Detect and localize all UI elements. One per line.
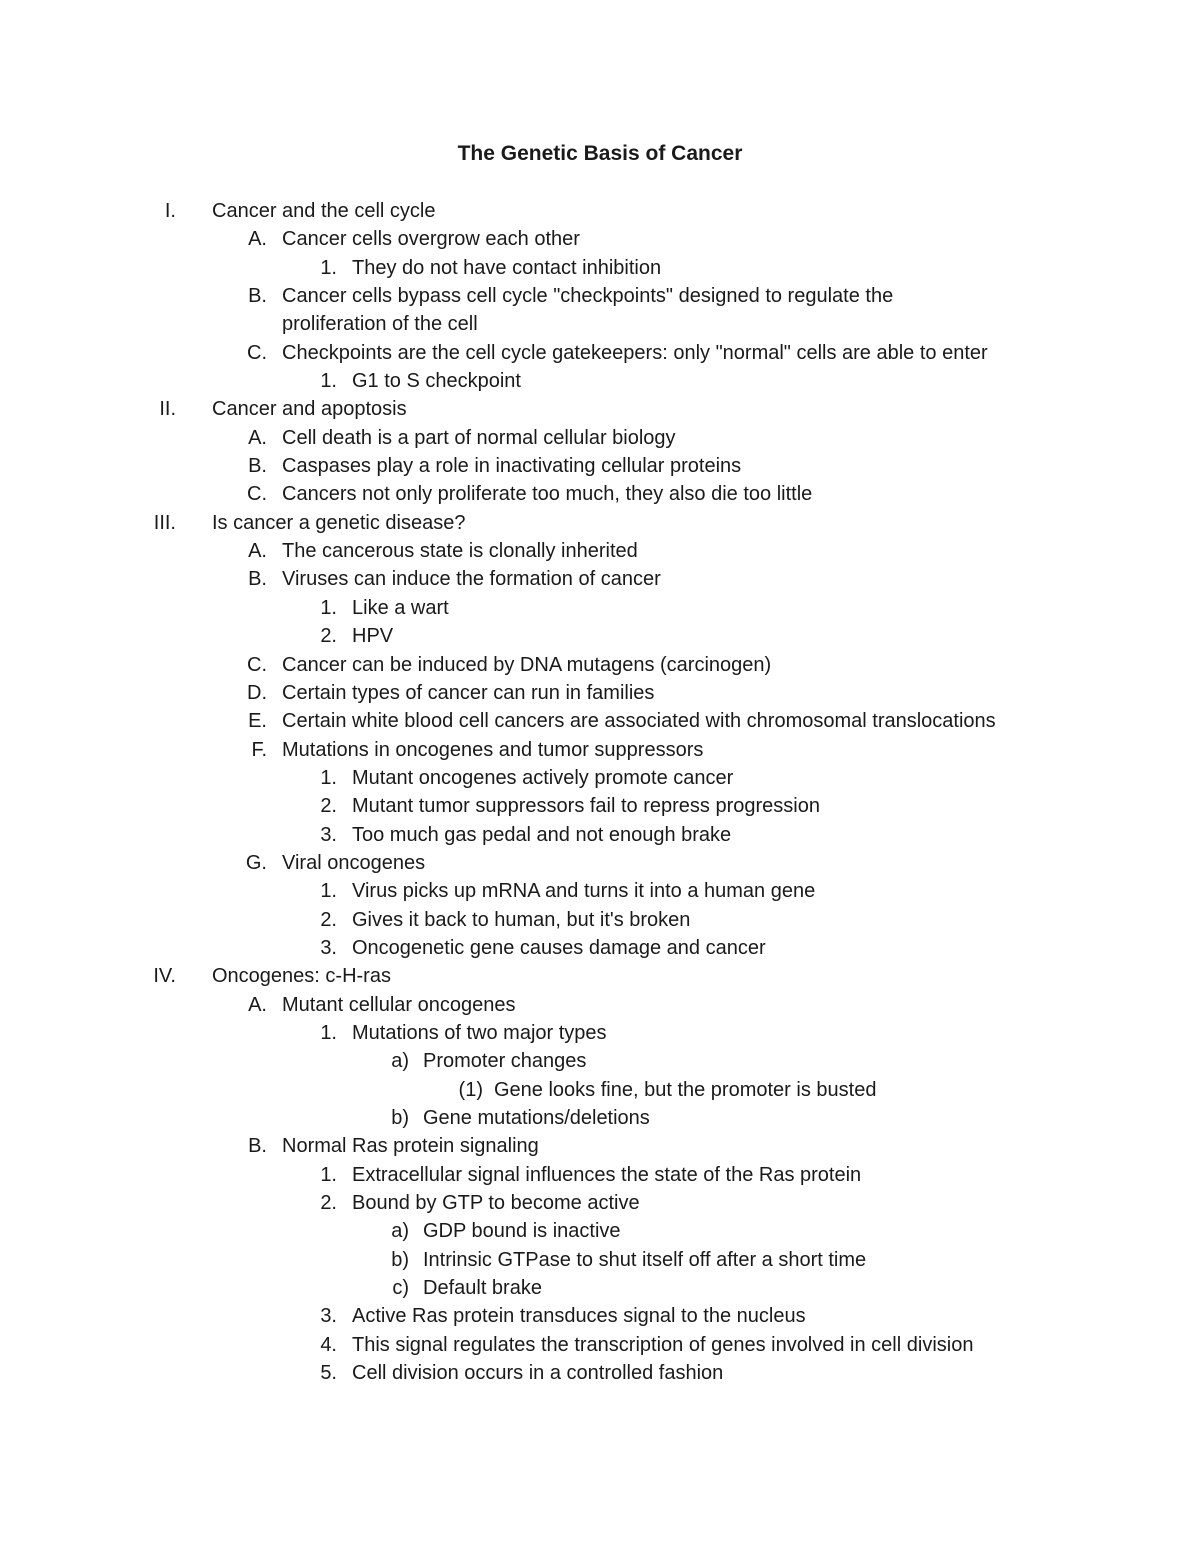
outline-item-level-2 — [0, 537, 1200, 565]
outline-marker: F. — [251, 738, 267, 761]
outline-text: They do not have contact inhibition — [352, 256, 662, 279]
outline-item-level-2 — [0, 1132, 1200, 1160]
outline-marker: 3. — [320, 936, 337, 959]
outline-text: Mutant cellular oncogenes — [282, 993, 516, 1016]
outline-marker: C. — [247, 341, 267, 364]
outline-item-level-3 — [0, 1161, 1200, 1189]
outline-marker: 3. — [320, 1305, 337, 1328]
outline-marker: 1. — [320, 1163, 337, 1186]
outline-item-level-2 — [0, 282, 1200, 310]
outline-text: Default brake — [423, 1277, 542, 1300]
page-title: The Genetic Basis of Cancer — [457, 142, 743, 165]
outline-marker: II. — [159, 398, 176, 421]
outline-text: Is cancer a genetic disease? — [212, 511, 466, 534]
outline-marker: A. — [248, 993, 267, 1016]
outline-item-level-3 — [0, 821, 1200, 849]
outline-item-level-3 — [0, 622, 1200, 650]
outline-marker: (1) — [458, 1078, 483, 1101]
outline-text: G1 to S checkpoint — [352, 370, 521, 393]
outline-text: Cancer and the cell cycle — [212, 200, 436, 222]
outline-marker: c) — [392, 1277, 409, 1300]
outline-item-level-2 — [0, 424, 1200, 452]
outline-text: Mutant oncogenes actively promote cancer — [352, 766, 734, 789]
outline-marker: C. — [247, 483, 267, 506]
outline-text: Too much gas pedal and not enough brake — [352, 823, 732, 846]
outline-text: Cell division occurs in a controlled fashion — [352, 1362, 724, 1385]
outline-text: Intrinsic GTPase to shut itself off after a short time — [423, 1248, 867, 1271]
outline-text: Viruses can induce the formation of cancer — [282, 568, 661, 591]
outline-item-level-3 — [0, 792, 1200, 820]
outline-item-level-2 — [0, 310, 1200, 338]
outline-text: Like a wart — [352, 596, 449, 619]
outline-item-level-2 — [0, 339, 1200, 367]
outline-marker: a) — [391, 1220, 409, 1243]
outline-text: Checkpoints are the cell cycle gatekeepers: only "normal" cells are able to enter — [282, 341, 988, 364]
outline-marker: 1. — [320, 596, 337, 619]
outline-item-level-2 — [0, 480, 1200, 508]
outline-item-level-1 — [0, 962, 1200, 990]
outline-text: Cancer cells overgrow each other — [282, 228, 580, 251]
outline-marker: IV. — [153, 965, 176, 988]
outline-item-level-3 — [0, 254, 1200, 282]
outline-marker: 2. — [320, 1192, 337, 1215]
outline-item-level-3 — [0, 594, 1200, 622]
outline-item-level-2 — [0, 736, 1200, 764]
outline-marker: I. — [164, 200, 176, 222]
outline-text: Cancers not only proliferate too much, they also die too little — [282, 483, 813, 506]
outline-marker: B. — [248, 1135, 267, 1158]
outline-marker: 2. — [320, 908, 337, 931]
outline-text: Mutant tumor suppressors fail to repress progression — [352, 795, 820, 818]
outline-item-level-3 — [0, 877, 1200, 905]
outline-text: Mutations of two major types — [352, 1021, 607, 1044]
outline-item-level-3 — [0, 1019, 1200, 1047]
outline-marker: C. — [247, 653, 267, 676]
outline-item-level-3 — [0, 1331, 1200, 1359]
outline-item-level-4 — [0, 1047, 1200, 1075]
outline-marker: 2. — [320, 795, 337, 818]
outline-text: Gene mutations/deletions — [423, 1107, 650, 1129]
outline-marker: A. — [248, 426, 267, 449]
outline-text: Mutations in oncogenes and tumor suppressors — [282, 738, 704, 761]
outline-item-level-3 — [0, 764, 1200, 792]
outline-text: The cancerous state is clonally inherited — [282, 540, 638, 563]
outline-marker: 1. — [320, 370, 337, 393]
outline-marker: b) — [391, 1248, 409, 1271]
outline-item-level-2 — [0, 991, 1200, 1019]
outline-item-level-2 — [0, 565, 1200, 593]
outline-item-level-2 — [0, 225, 1200, 253]
outline-item-level-2 — [0, 849, 1200, 877]
outline-marker: G. — [245, 851, 267, 874]
outline-item-level-3 — [0, 1189, 1200, 1217]
outline-text: Cancer can be induced by DNA mutagens (carcinogen) — [282, 653, 772, 676]
outline-marker: 4. — [320, 1333, 337, 1356]
outline-text: Viral oncogenes — [282, 851, 426, 874]
outline-item-level-1 — [0, 197, 1200, 225]
outline-item-level-4 — [0, 1217, 1200, 1245]
outline-marker: A. — [248, 228, 267, 251]
outline-text: Oncogenes: c-H-ras — [212, 965, 391, 988]
outline-item-level-1 — [0, 395, 1200, 423]
outline-text: Bound by GTP to become active — [352, 1192, 640, 1215]
outline-text: Gives it back to human, but it's broken — [352, 908, 691, 931]
outline-marker: B. — [248, 285, 267, 308]
outline-item-level-3 — [0, 1302, 1200, 1330]
outline-text: GDP bound is inactive — [423, 1220, 621, 1243]
outline-marker: 5. — [320, 1362, 337, 1385]
outline-text: Cell death is a part of normal cellular biology — [282, 426, 676, 449]
outline-item-level-2 — [0, 651, 1200, 679]
outline-text: Active Ras protein transduces signal to the nucleus — [352, 1305, 806, 1328]
outline-marker: D. — [247, 681, 267, 704]
outline-item-level-2 — [0, 707, 1200, 735]
outline-text: proliferation of the cell — [282, 313, 478, 336]
outline-marker: B. — [248, 568, 267, 591]
outline-marker: E. — [248, 710, 267, 733]
outline-text: Normal Ras protein signaling — [282, 1135, 539, 1158]
outline-text: Oncogenetic gene causes damage and cancer — [352, 936, 766, 959]
outline-item-level-3 — [0, 906, 1200, 934]
outline-list — [0, 197, 1200, 1387]
outline-item-level-2 — [0, 452, 1200, 480]
outline-marker: 1. — [320, 880, 337, 903]
outline-text: Cancer and apoptosis — [212, 398, 407, 421]
outline-item-level-3 — [0, 934, 1200, 962]
outline-marker: 2. — [320, 625, 337, 648]
outline-marker: a) — [391, 1050, 409, 1073]
outline-marker: 1. — [320, 1021, 337, 1044]
outline-marker: 1. — [320, 766, 337, 789]
outline-text: Extracellular signal influences the state of the Ras protein — [352, 1163, 862, 1186]
outline-text: Certain white blood cell cancers are associated with chromosomal translocations — [282, 710, 996, 733]
outline-text: Promoter changes — [423, 1050, 587, 1073]
outline-item-level-5 — [0, 1076, 1200, 1104]
outline-marker: b) — [391, 1107, 409, 1129]
outline-item-level-4 — [0, 1246, 1200, 1274]
outline-item-level-4 — [0, 1104, 1200, 1132]
outline-marker: 1. — [320, 256, 337, 279]
outline-item-level-3 — [0, 1359, 1200, 1387]
outline-text: Gene looks fine, but the promoter is busted — [494, 1078, 877, 1101]
outline-text: Virus picks up mRNA and turns it into a human gene — [352, 880, 816, 903]
outline-text: This signal regulates the transcription of genes involved in cell division — [352, 1333, 974, 1356]
outline-text: Certain types of cancer can run in families — [282, 681, 655, 704]
outline-text: HPV — [352, 625, 394, 648]
outline-item-level-3 — [0, 367, 1200, 395]
outline-text: Caspases play a role in inactivating cellular proteins — [282, 455, 742, 478]
outline-text: Cancer cells bypass cell cycle "checkpoints" designed to regulate the — [282, 285, 894, 308]
outline-marker: B. — [248, 455, 267, 478]
outline-item-level-1 — [0, 509, 1200, 537]
outline-marker: 3. — [320, 823, 337, 846]
outline-item-level-4 — [0, 1274, 1200, 1302]
outline-marker: A. — [248, 540, 267, 563]
outline-item-level-2 — [0, 679, 1200, 707]
outline-marker: III. — [153, 511, 176, 534]
